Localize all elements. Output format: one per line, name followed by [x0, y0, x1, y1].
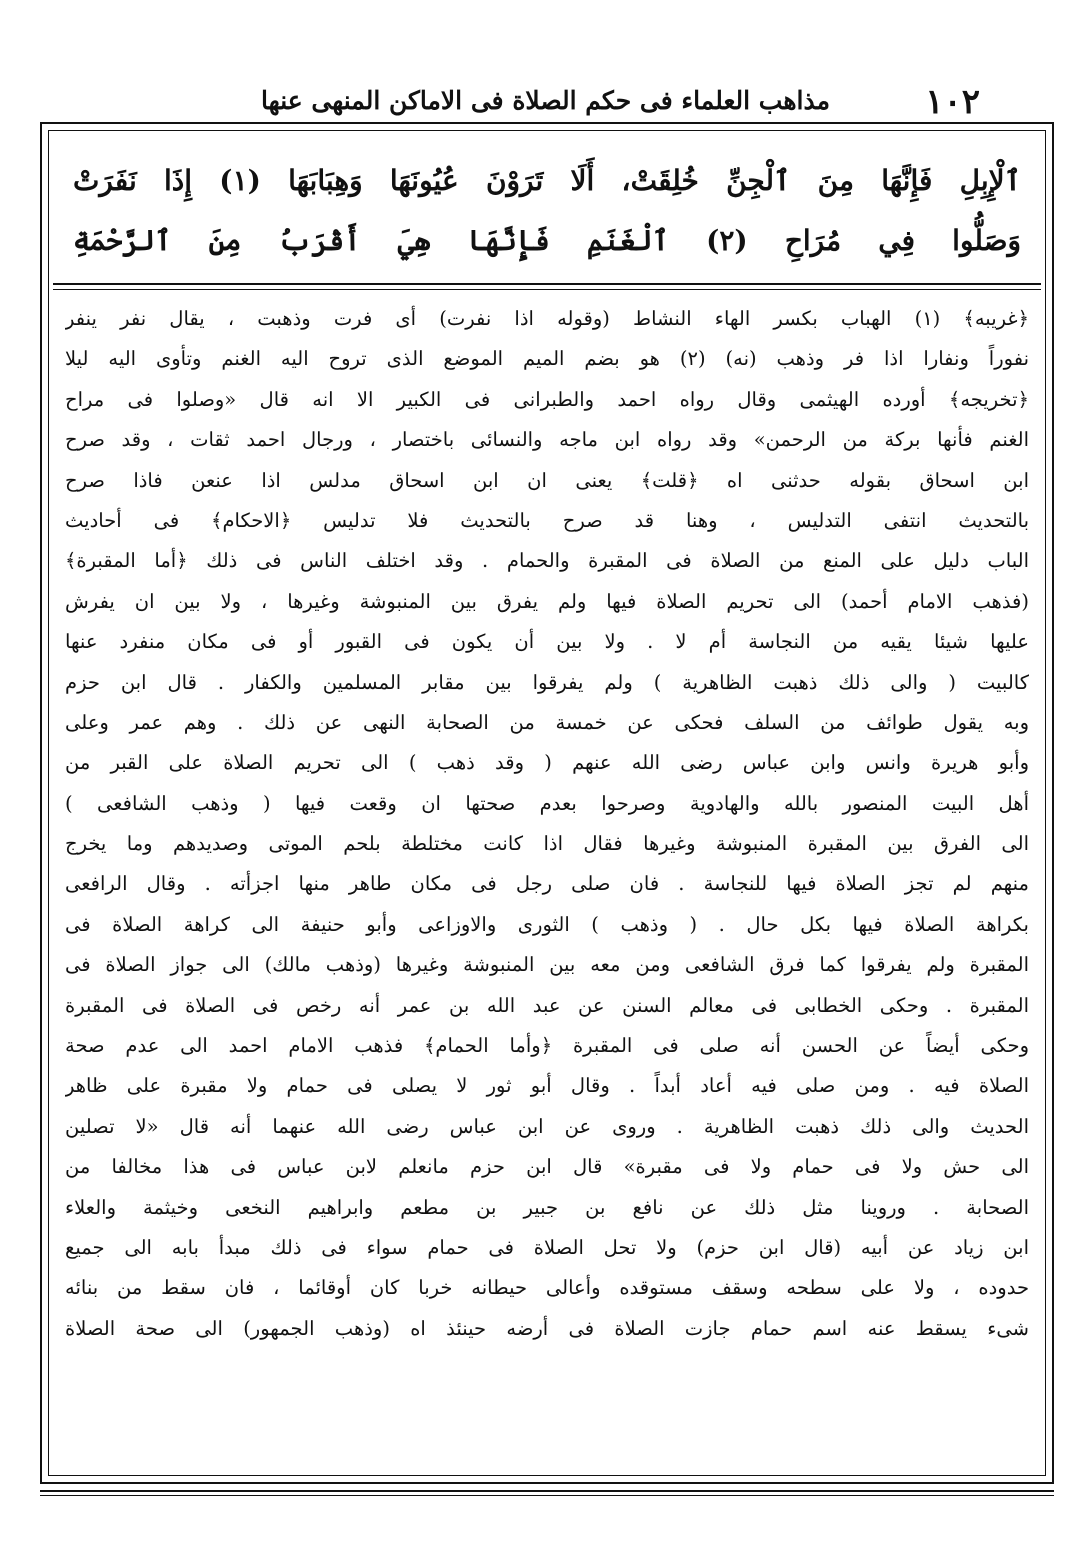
commentary-line: حدوده ، ولا على سطحه وسقف مستوقده وأعالى حيطانه خربا كان أوقائما ، فان سقط من بنائه [65, 1276, 1029, 1300]
commentary-line: الى الفرق بين المقبرة المنبوشة وغيرها فقال اذا كانت مختلطة بلحم الموتى وصديدهم وما يخرج [65, 832, 1029, 856]
commentary-line: كالبيت ( والى ذلك ذهبت الظاهرية ) ولم يفرقوا بين مقابر المسلمين والكفار . قال ابن حزم [65, 670, 1029, 694]
hadith-text-block [59, 141, 1035, 281]
commentary-line: وبه يقول طوائف من السلف فحكى عن خمسة من الصحابة النهى عن ذلك . وهم عمر وعلى [65, 710, 1029, 734]
commentary-line: ﴿غريبه﴾ (١) الهباب بكسر الهاء النشاط (وقوله اذا نفرت) أى فرت وذهبت ، يقال نفر ينفر [65, 307, 1029, 330]
commentary-line: الصحابة . وروينا مثل ذلك عن نافع بن جبير بن مطعم وابراهيم النخعى وخيثمة والعلاء [65, 1195, 1029, 1219]
commentary-line: وأبو هريرة وانس وابن عباس رضى الله عنهم ( وقد ذهب ) الى تحريم الصلاة على القبر من [65, 751, 1029, 775]
commentary-line: الباب دليل على المنع من الصلاة فى المقبرة والحمام . وقد اختلف الناس فى ذلك ﴿أما المقبرة﴾ [65, 549, 1029, 573]
commentary-line: منهم لم تجز الصلاة فيها للنجاسة . فان صلى رجل فى مكان طاهر منها اجزأته . وقال الرافعى [65, 872, 1029, 896]
commentary-line: نفوراً ونفارا اذا فر وذهب (نه) (٢) هو بضم الميم الموضع الذى تروح اليه الغنم وتأوى اليه ليلا [65, 347, 1029, 371]
commentary-line: المقبرة ولم يفرقوا كما فرق الشافعى ومن معه بين المنبوشة وغيرها (وذهب مالك) الى جواز الصلاة فى [65, 953, 1029, 977]
commentary-line: ابن اسحاق بقوله حدثنى اه ﴿قلت﴾ يعنى ان ابن اسحاق مدلس اذا عنعن فاذا صرح [65, 468, 1029, 492]
commentary-line: الغنم فأنها بركة من الرحمن» وقد رواه ابن ماجه والنسائى باختصار ، ورجال احمد ثقات ، وقد صرح [65, 428, 1029, 452]
commentary-text-block [65, 299, 1029, 1459]
commentary-line: الصلاة فيه . ومن صلى فيه أعاد أبداً . وقال أبو ثور لا يصلى فى حمام ولا مقبرة على ظاهر [65, 1074, 1029, 1098]
commentary-line: ﴿تخريجه﴾ أورده الهيثمى وقال رواه احمد والطبرانى فى الكبير الا انه قال «وصلوا فى مراح [65, 387, 1029, 411]
commentary-line: ابن زياد عن أبيه (قال ابن حزم) ولا تحل الصلاة فى حمام سواء فى ذلك مبدأ بابه الى جميع [65, 1235, 1029, 1259]
commentary-line: الى حش ولا فى حمام ولا فى مقبرة» قال ابن حزم مانعلم لابن عباس فى هذا مخالفا من [65, 1155, 1029, 1179]
page-header [120, 82, 980, 122]
commentary-line: بكراهة الصلاة فيها بكل حال . ( وذهب ) الثورى والاوزاعى وأبو حنيفة الى كراهة الصلاة فى [65, 912, 1029, 936]
hadith-separator-rule [53, 283, 1041, 290]
page-number: ١٠٢ [925, 82, 980, 122]
hadith-line: ٱلْإِبِلِ فَإِنَّهَا مِنَ ٱلْجِنِّ خُلِقَتْ، أَلَا تَرَوْنَ عُيُونَهَا وَهِبَابَهَا (١) إِذَا نَفَرَتْ [73, 164, 1021, 197]
running-title: مذاهب العلماء فى حكم الصلاة فى الاماكن المنهى عنها [261, 86, 830, 115]
commentary-line: بالتحديث انتفى التدليس ، وهنا قد صرح بالتحديث فلا تدليس ﴿الاحكام﴾ فى أحاديث [65, 508, 1029, 532]
commentary-line: المقبرة . وحكى الخطابى فى معالم السنن عن عبد الله بن عمر أنه رخص فى الصلاة فى المقبرة [65, 993, 1029, 1017]
commentary-line: شىء يسقط عنه اسم حمام جازت الصلاة فى أرضه حينئذ اه (وذهب الجمهور) الى صحة الصلاة [65, 1316, 1029, 1340]
commentary-line: عليها شيئا يقيه من النجاسة أم لا . ولا بين أن يكون فى القبور أو فى مكان منفرد عنها [65, 630, 1029, 654]
footer-rule [40, 1490, 1054, 1496]
commentary-line: وحكى أيضاً عن الحسن أنه صلى فى المقبرة ﴿وأما الحمام﴾ فذهب الامام احمد الى عدم صحة [65, 1034, 1029, 1058]
commentary-line: (فذهب الامام أحمد) الى تحريم الصلاة فيها ولم يفرق بين المنبوشة وغيرها ، ولا بين ان يفرش [65, 589, 1029, 613]
commentary-line: الحديث والى ذلك ذهبت الظاهرية . وروى عن ابن عباس رضى الله عنهما أنه قال «لا تصلين [65, 1114, 1029, 1138]
page-frame [40, 122, 1054, 1484]
hadith-line: وَصَلُّوا فِي مُرَاحِ (٢) ٱلْغَنَمِ فَإِنَّهَا هِيَ أَقْرَبُ مِنَ ٱلرَّحْمَةِ [73, 224, 1021, 257]
commentary-line: أهل البيت المنصور بالله والهادوية وصرحوا بعدم صحتها ان وقعت فيها ( وذهب الشافعى ) [65, 791, 1029, 815]
page-frame-inner [48, 130, 1046, 1476]
